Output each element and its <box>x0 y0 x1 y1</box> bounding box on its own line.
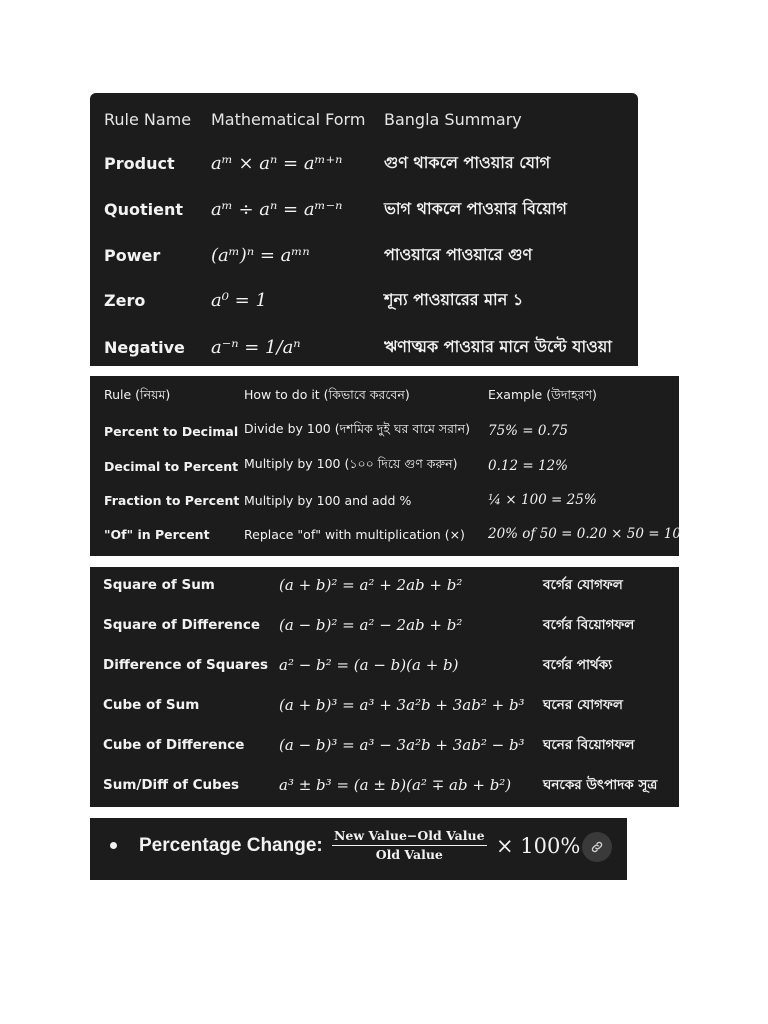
table-row <box>90 287 638 313</box>
header-rule: Rule (নিয়ম) <box>104 387 171 402</box>
table-row <box>90 490 679 510</box>
math-form: aᵐ × aⁿ = aᵐ⁺ⁿ <box>211 152 343 174</box>
rule-name: "Of" in Percent <box>104 526 210 542</box>
math-form: a⁻ⁿ = 1/aⁿ <box>211 336 301 358</box>
bangla-summary: বর্গের যোগফল <box>543 576 623 593</box>
identity-name: Square of Sum <box>103 577 215 593</box>
math-form: (aᵐ)ⁿ = aᵐⁿ <box>211 244 310 266</box>
rule-name: Negative <box>104 337 185 357</box>
header-rule-name: Rule Name <box>104 109 192 129</box>
bangla-summary: গুণ থাকলে পাওয়ার যোগ <box>384 152 551 172</box>
fraction <box>332 828 487 862</box>
table-row <box>90 334 638 360</box>
identity-name: Cube of Difference <box>103 737 245 753</box>
example: 75% = 0.75 <box>488 423 568 439</box>
table-row <box>90 421 679 441</box>
how-to: Divide by 100 (দশমিক দুই ঘর বামে সরান) <box>244 421 471 436</box>
identity-name: Cube of Sum <box>103 697 200 713</box>
how-to: Multiply by 100 and add % <box>244 492 412 508</box>
multiplier: × 100% <box>496 834 581 858</box>
bangla-summary: পাওয়ারে পাওয়ারে গুণ <box>384 244 533 264</box>
identity-name: Difference of Squares <box>103 657 269 673</box>
copy-link-button[interactable] <box>582 832 612 862</box>
table-row <box>90 774 679 796</box>
rule-name: Fraction to Percent <box>104 492 240 508</box>
table-header-row <box>90 107 638 131</box>
percentage-change-formula <box>90 818 627 880</box>
rule-name: Product <box>104 153 175 173</box>
bangla-summary: বর্গের পার্থক্য <box>543 656 613 673</box>
identity-form: (a − b)² = a² − 2ab + b² <box>279 616 463 634</box>
bangla-summary: ঋণাত্মক পাওয়ার মানে উল্টে যাওয়া <box>384 336 612 356</box>
bullet-icon <box>110 842 117 849</box>
table-row <box>90 456 679 476</box>
table-row <box>90 196 638 222</box>
table-row <box>90 242 638 268</box>
table-row <box>90 694 679 716</box>
identity-name: Square of Difference <box>103 617 260 633</box>
fraction-numerator: New Value−Old Value <box>332 828 487 846</box>
link-icon <box>590 840 604 854</box>
identity-form: (a + b)³ = a³ + 3a²b + 3ab² + b³ <box>279 696 525 714</box>
identity-name: Sum/Diff of Cubes <box>103 777 240 793</box>
bangla-summary: ঘনের যোগফল <box>543 696 623 713</box>
bangla-summary: ভাগ থাকলে পাওয়ার বিয়োগ <box>384 198 567 218</box>
identity-form: (a + b)² = a² + 2ab + b² <box>279 576 463 594</box>
fraction-denominator: Old Value <box>375 847 443 862</box>
bangla-summary: বর্গের বিয়োগফল <box>543 616 635 633</box>
math-form: aᵐ ÷ aⁿ = aᵐ⁻ⁿ <box>211 198 343 220</box>
how-to: Replace "of" with multiplication (×) <box>244 526 465 542</box>
how-to: Multiply by 100 (১০০ দিয়ে গুণ করুন) <box>244 456 458 471</box>
table-row <box>90 654 679 676</box>
header-example: Example (উদাহরণ) <box>488 387 597 402</box>
bangla-summary: শূন্য পাওয়ারের মান ১ <box>384 289 524 309</box>
table-row <box>90 734 679 756</box>
table-header-row <box>90 387 679 407</box>
rule-name: Power <box>104 245 161 265</box>
algebra-identities-table <box>90 567 679 807</box>
rule-name: Decimal to Percent <box>104 458 239 474</box>
math-form: a⁰ = 1 <box>211 289 267 311</box>
exponent-rules-table <box>90 93 638 366</box>
table-row <box>90 614 679 636</box>
identity-form: (a − b)³ = a³ − 3a²b + 3ab² − b³ <box>279 736 525 754</box>
rule-name: Quotient <box>104 199 184 219</box>
identity-form: a³ ± b³ = (a ± b)(a² ∓ ab + b²) <box>279 776 512 794</box>
table-row <box>90 574 679 596</box>
header-mathematical-form: Mathematical Form <box>211 109 366 129</box>
rule-name: Zero <box>104 290 146 310</box>
bangla-summary: ঘনকের উৎপাদক সূত্র <box>543 776 658 793</box>
table-row <box>90 524 679 544</box>
header-bangla-summary: Bangla Summary <box>384 109 522 129</box>
header-how: How to do it (কিভাবে করবেন) <box>244 387 410 402</box>
example: ¼ × 100 = 25% <box>488 492 597 508</box>
percentage-change-label: Percentage Change: <box>139 835 323 856</box>
percent-rules-table <box>90 376 679 556</box>
identity-form: a² − b² = (a − b)(a + b) <box>279 656 459 674</box>
table-row <box>90 150 638 176</box>
rule-name: Percent to Decimal <box>104 423 239 439</box>
bangla-summary: ঘনের বিয়োগফল <box>543 736 635 753</box>
example: 20% of 50 = 0.20 × 50 = 10 <box>488 526 681 542</box>
example: 0.12 = 12% <box>488 458 568 474</box>
